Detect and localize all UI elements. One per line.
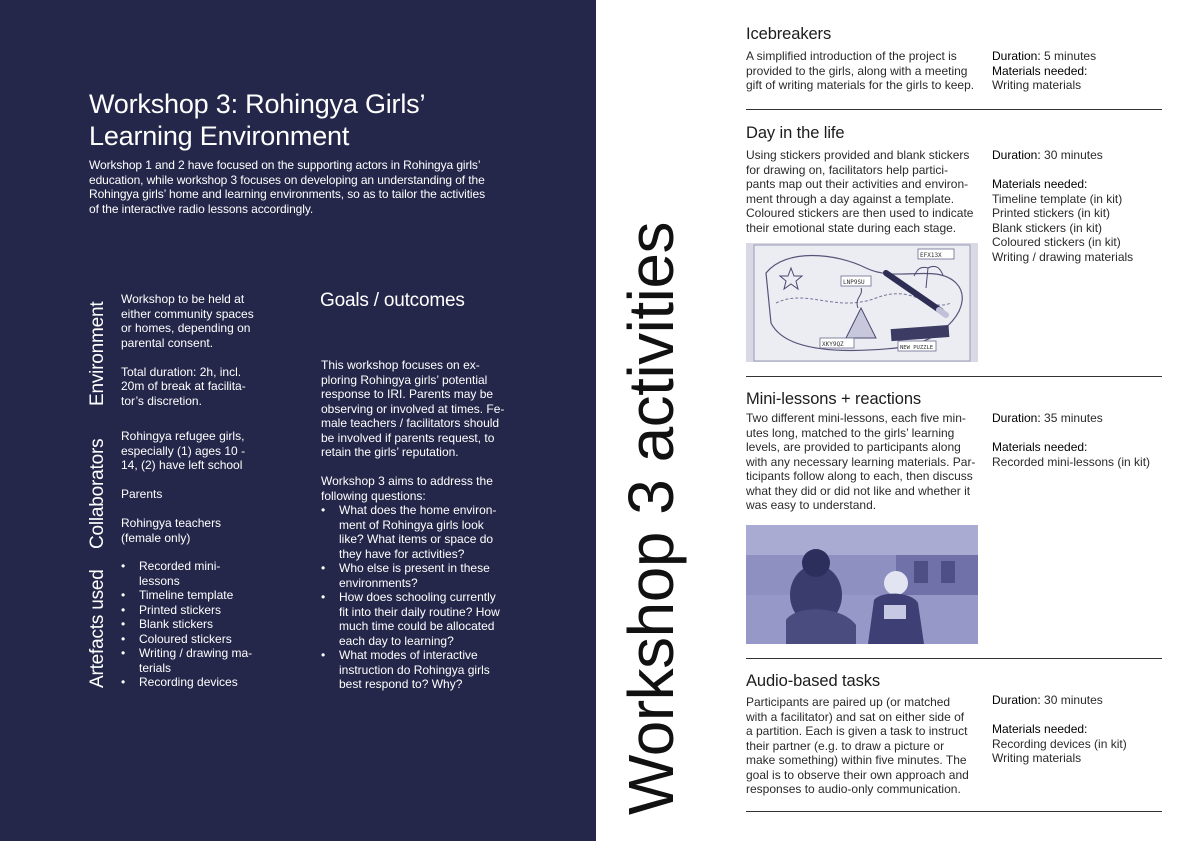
divider: [746, 376, 1162, 377]
material-item: Timeline template (in kit): [992, 191, 1123, 206]
artefacts-list: [121, 559, 271, 690]
text-line: Participants are paired up (or matched: [746, 695, 951, 709]
teachers-paragraph: [121, 516, 271, 545]
duration-label: Duration:: [992, 411, 1041, 425]
text-line: a partition. Each is given a task to instruct: [746, 724, 968, 738]
photo-label: EFX13X: [920, 252, 942, 259]
text-line: was easy to understand.: [746, 498, 877, 512]
artefacts-bullets: [121, 559, 271, 690]
intro-line: of the interactive radio lessons accordingly.: [89, 201, 314, 216]
materials-label: Materials needed:: [992, 177, 1088, 191]
text-line: goal is to observe their own approach and: [746, 767, 969, 782]
text-line: especially (1) ages 10 -: [121, 443, 246, 458]
divider: [746, 811, 1162, 812]
text-line: • Writing / drawing ma-: [139, 646, 253, 660]
material-item: Blank stickers (in kit): [992, 220, 1103, 235]
photo-label: LNP9SU: [843, 279, 865, 286]
text-line: • Who else is present in these: [339, 561, 490, 575]
divider: [746, 658, 1162, 659]
activity-desc-mini-lessons: [746, 411, 978, 513]
intro-line: Workshop 1 and 2 have focused on the supporting actors in Rohingya girls’: [89, 158, 481, 172]
text-line: Total duration: 2h, incl.: [121, 364, 242, 379]
goals-text: [321, 358, 506, 692]
material-item: Writing / drawing materials: [992, 249, 1134, 264]
activity-title-mini-lessons: Mini-lessons + reactions: [746, 390, 922, 408]
children-photo: [746, 525, 978, 644]
text-line: 14, (2) have left school: [121, 458, 243, 472]
text-line: Timeline template: [139, 588, 234, 602]
text-line: lessons: [139, 573, 180, 588]
text-line: provided to the girls, along with a meeting: [746, 63, 968, 78]
text-line: either community spaces: [121, 306, 254, 321]
duration-row: [992, 148, 1162, 163]
text-line: • How does schooling currently: [339, 590, 496, 604]
text-line: Blank stickers: [139, 617, 214, 631]
text-line: ment of Rohingya girls look: [339, 517, 484, 532]
duration-value: 35 minutes: [1044, 411, 1103, 425]
text-line: environments?: [339, 575, 418, 590]
duration-label: Duration:: [992, 148, 1041, 162]
text-line: with a facilitator) and sat on either side of: [746, 709, 965, 724]
activity-desc-icebreakers: [746, 49, 978, 93]
text-line: Coloured stickers are then used to indicate: [746, 206, 974, 220]
text-line: with any necessary learning materials. Par-: [746, 454, 976, 469]
text-line: (female only): [121, 530, 191, 545]
list-item: [321, 561, 506, 590]
text-line: like? What items or space do: [339, 532, 494, 546]
text-line: each day to learning?: [339, 633, 454, 648]
duration-value: 5 minutes: [1044, 49, 1097, 63]
text-line: levels, are provided to participants along: [746, 440, 961, 454]
activities-vertical-title: Workshop 3 activities: [615, 222, 687, 815]
materials-label: Materials needed:: [992, 722, 1088, 736]
activity-title-day-in-the-life: Day in the life: [746, 124, 845, 142]
text-line: their emotional state during each stage.: [746, 220, 957, 235]
duration-paragraph: [121, 365, 271, 409]
activity-title-icebreakers: Icebreakers: [746, 25, 832, 43]
duration-row: [992, 693, 1162, 708]
activity-title-audio-tasks: Audio-based tasks: [746, 672, 881, 690]
text-line: Recording devices: [139, 675, 238, 689]
list-item: [121, 632, 271, 647]
material-item: Coloured stickers (in kit): [992, 235, 1121, 249]
text-line: fit into their daily routine? How: [339, 604, 500, 619]
duration-value: 30 minutes: [1044, 693, 1103, 707]
text-line: make something) within five minutes. The: [746, 753, 967, 767]
goals-title: Goals / outcomes: [320, 290, 465, 311]
duration-label: Duration:: [992, 693, 1041, 707]
activity-meta-audio-tasks: [992, 693, 1162, 766]
text-line: response to IRI. Parents may be: [321, 387, 494, 401]
material-item: Recording devices (in kit): [992, 736, 1127, 751]
text-line: or homes, depending on: [121, 321, 251, 335]
text-line: instruction do Rohingya girls: [339, 662, 490, 677]
duration-value: 30 minutes: [1044, 148, 1103, 162]
text-line: Coloured stickers: [139, 631, 232, 646]
list-item: [121, 617, 271, 632]
text-line: retain the girls’ reputation.: [321, 445, 459, 459]
text-line: what they did or did not like and whether it: [746, 483, 971, 498]
workshop-title: [89, 88, 559, 152]
material-item: Writing materials: [992, 78, 1082, 92]
text-line: • What does the home environ-: [339, 503, 497, 517]
text-line: Printed stickers: [139, 602, 222, 617]
materials-label: Materials needed:: [992, 440, 1088, 454]
timeline-drawing-photo: [746, 243, 978, 362]
text-line: terials: [139, 660, 172, 675]
text-line: • What modes of interactive: [339, 648, 478, 662]
photo-label: XKY9QZ: [822, 341, 844, 348]
text-line: Rohingya teachers: [121, 516, 222, 530]
text-line: A simplified introduction of the project is: [746, 49, 957, 63]
text-line: responses to audio-only communication.: [746, 782, 961, 796]
text-line: Two different mini-lessons, each five min-: [746, 411, 966, 425]
materials-label: Materials needed:: [992, 63, 1088, 78]
environment-label: Environment: [87, 301, 108, 406]
activity-desc-audio-tasks: [746, 695, 978, 797]
activity-meta-mini-lessons: [992, 411, 1162, 469]
children-illustration: [746, 525, 978, 644]
environment-text: [121, 292, 271, 408]
list-item: [321, 648, 506, 692]
text-line: parental consent.: [121, 335, 214, 350]
text-line: Using stickers provided and blank stickers: [746, 148, 970, 162]
text-line: male teachers / facilitators should: [321, 416, 500, 430]
text-line: Workshop 3 aims to address the: [321, 474, 493, 488]
material-item: Writing materials: [992, 751, 1082, 765]
aims-paragraph: [321, 474, 506, 503]
divider: [746, 109, 1162, 110]
questions-list: [321, 503, 506, 692]
collaborators-text: [121, 429, 271, 545]
duration-label: Duration:: [992, 49, 1041, 63]
material-item: Recorded mini-lessons (in kit): [992, 454, 1151, 469]
duration-row: [992, 411, 1162, 426]
duration-row: [992, 49, 1162, 64]
collaborators-paragraph: [121, 429, 271, 473]
text-line: gift of writing materials for the girls to keep.: [746, 78, 975, 92]
text-line: they have for activities?: [339, 546, 465, 561]
text-line: This workshop focuses on ex-: [321, 358, 480, 372]
text-line: ploring Rohingya girls’ potential: [321, 372, 488, 387]
parents-paragraph: Parents: [121, 487, 163, 501]
photo-label: NEW PUZZLE: [900, 345, 934, 351]
list-item: [321, 503, 506, 561]
list-item: [121, 675, 271, 690]
workshop-intro: [89, 158, 509, 216]
text-line: tor’s discretion.: [121, 393, 202, 408]
workshop-title-line1: Workshop 3: Rohingya Girls’: [89, 89, 426, 119]
text-line: their partner (e.g. to draw a picture or: [746, 738, 945, 753]
text-line: • Recorded mini-: [139, 559, 221, 573]
material-item: Printed stickers (in kit): [992, 206, 1111, 220]
text-line: for drawing on, facilitators help partici-: [746, 162, 949, 177]
environment-paragraph: [121, 292, 271, 350]
text-line: much time could be allocated: [339, 619, 495, 633]
text-line: following questions:: [321, 488, 426, 503]
text-line: Workshop to be held at: [121, 292, 245, 306]
list-item: [321, 590, 506, 648]
activity-desc-day-in-the-life: [746, 148, 978, 235]
list-item: [121, 559, 271, 588]
text-line: 20m of break at facilita-: [121, 379, 246, 393]
text-line: best respond to? Why?: [339, 677, 463, 691]
timeline-drawing-illustration: [746, 243, 978, 362]
list-item: [121, 646, 271, 675]
text-line: be involved if parents request, to: [321, 430, 495, 445]
artefacts-label: Artefacts used: [87, 569, 108, 688]
text-line: observing or involved at times. Fe-: [321, 401, 505, 416]
intro-line: education, while workshop 3 focuses on developing an understanding of the: [89, 172, 485, 187]
text-line: ment through a day against a template.: [746, 191, 955, 206]
activity-meta-day-in-the-life: [992, 148, 1162, 264]
list-item: [121, 603, 271, 618]
text-line: ticipants follow along to each, then discuss: [746, 469, 973, 483]
intro-line: Rohingya girls’ home and learning environments, so as to tailor the activities: [89, 187, 485, 202]
text-line: pants map out their activities and environ-: [746, 177, 969, 191]
text-line: Rohingya refugee girls,: [121, 429, 245, 443]
text-line: utes long, matched to the girls’ learning: [746, 425, 955, 440]
goals-paragraph: [321, 358, 506, 460]
activity-meta-icebreakers: [992, 49, 1162, 93]
workshop-title-line2: Learning Environment: [89, 121, 350, 151]
list-item: [121, 588, 271, 603]
collaborators-label: Collaborators: [87, 438, 108, 549]
